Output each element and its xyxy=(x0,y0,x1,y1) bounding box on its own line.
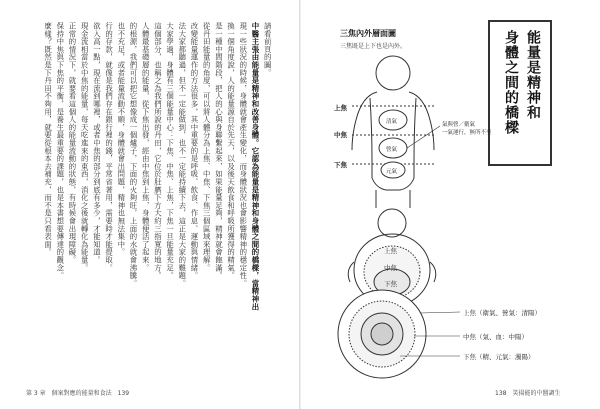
right-page-footer: 138 笑揚能的中醫調生 xyxy=(495,390,561,397)
text-column: 法大家都聽過，但不一定能做到，也不一定能持續下去，這正是大家的難題。 xyxy=(177,22,187,288)
chapter-title-line-1: 能量是精神和 xyxy=(525,30,541,120)
fig1-label-ying: 營氣 xyxy=(386,147,398,153)
text-column: 請看前頁的圖。 xyxy=(263,22,273,77)
fig1-label-middle: 中焦 xyxy=(334,131,347,139)
fig1-label-qing: 清氣 xyxy=(386,119,398,125)
figure-subtitle: 三焦既是上下也是內外。 xyxy=(340,43,407,50)
text-column: 改變能量運作的方法很多，其中重要的是呼吸、飲食、作息、運動與情緒。 xyxy=(190,22,199,280)
text-column: 保持中焦與下焦的平衡，是養生最重要的課題，也是本書想要傳達的觀念。 xyxy=(55,22,65,280)
fig1-label-yuan: 元氣 xyxy=(386,169,398,175)
fig2-label-upper: 上焦 xyxy=(384,247,397,255)
text-column: 這個部分，也稱之為我們所說的丹田，它位於肚臍下方大約三指寬的地方。 xyxy=(153,22,163,280)
fig3-label-upper: 上焦（衛氣、營氣：清陽） xyxy=(463,309,541,317)
fig1-label-upper: 上焦 xyxy=(334,104,347,112)
fig1-label-lower: 下焦 xyxy=(334,161,347,169)
text-column: 現一些狀況的時候，身體就會產生變化，而身體狀況也會影響精神的穩定性。 xyxy=(238,22,248,288)
concentric-circle-figure xyxy=(338,290,460,378)
left-page-footer: 第 3 章 個案對應的能量和食法 139 xyxy=(26,390,130,397)
chapter-title-line-2: 身體之間的橋樑 xyxy=(503,30,519,135)
text-column: 的根源，我們可以把它想像成一個爐子，下面的火夠旺，上面的水就會沸騰。 xyxy=(129,22,138,288)
text-column: 換一個角度說，人的能量源自於先天，以及後天飲食和呼吸所獲得的精氣。 xyxy=(226,22,236,280)
text-column: 人體最基礎層的能量，從下焦出發，經由中焦到上焦，身體便活了起來。 xyxy=(141,22,151,272)
fig3-label-middle: 中焦（氣、血：中陽） xyxy=(463,333,528,341)
body-silhouette-figure xyxy=(352,56,440,208)
text-column: 從丹田能量的角度，可以將人體分為上焦、中焦、下焦三個區域來理解。 xyxy=(202,22,212,272)
text-column: 正常的情況下，就要看這個人的能量流動的狀態，有時候會出現障礙。 xyxy=(68,22,77,264)
fig2-label-middle: 中焦 xyxy=(384,264,397,272)
figure-title: 三焦內外層面圖 xyxy=(340,29,396,38)
text-column: 行的存款，就像是我們存在銀行裡的錢，平常省著用，需要時才能提取。 xyxy=(104,22,114,272)
text-column: 是一種中間階段，把人的心與身聯繫起來，如果能量足夠，精神就會飽滿。 xyxy=(214,22,224,280)
fig3-label-lower: 下焦（精、元氣：濁陽） xyxy=(463,353,535,361)
text-column: 中醫主張由能量是精神和改善身體。它認為能量是精神和身體之間的橋樑，當精神出 xyxy=(251,22,260,311)
text-column: 麼樣？既然是下丹田不夠用，就要從根本去補充，而不是只看表面。 xyxy=(43,22,53,256)
text-column: 欲入高一點，現在流到哪裡，或者中焦的部分到底有多少，才能知道。 xyxy=(92,22,102,264)
text-column: 也不充足，或者能量流動不順，身體就會出問題，精神也無法集中。 xyxy=(116,22,126,256)
text-column: 現金流相當於中焦的能量，每天吃進來的東西，消化之後就轉化為能量。 xyxy=(80,22,90,272)
fig1-note-line-1: 氣與營／衛氣 xyxy=(442,122,476,128)
fig1-note-line-2: 一氣運行，無所不至 xyxy=(442,130,492,136)
fig2-label-lower: 下焦 xyxy=(384,280,397,288)
text-column: 大家學過，身體有三個能量中心：下焦、中焦、上焦，下焦一旦能量充足。 xyxy=(165,22,175,280)
